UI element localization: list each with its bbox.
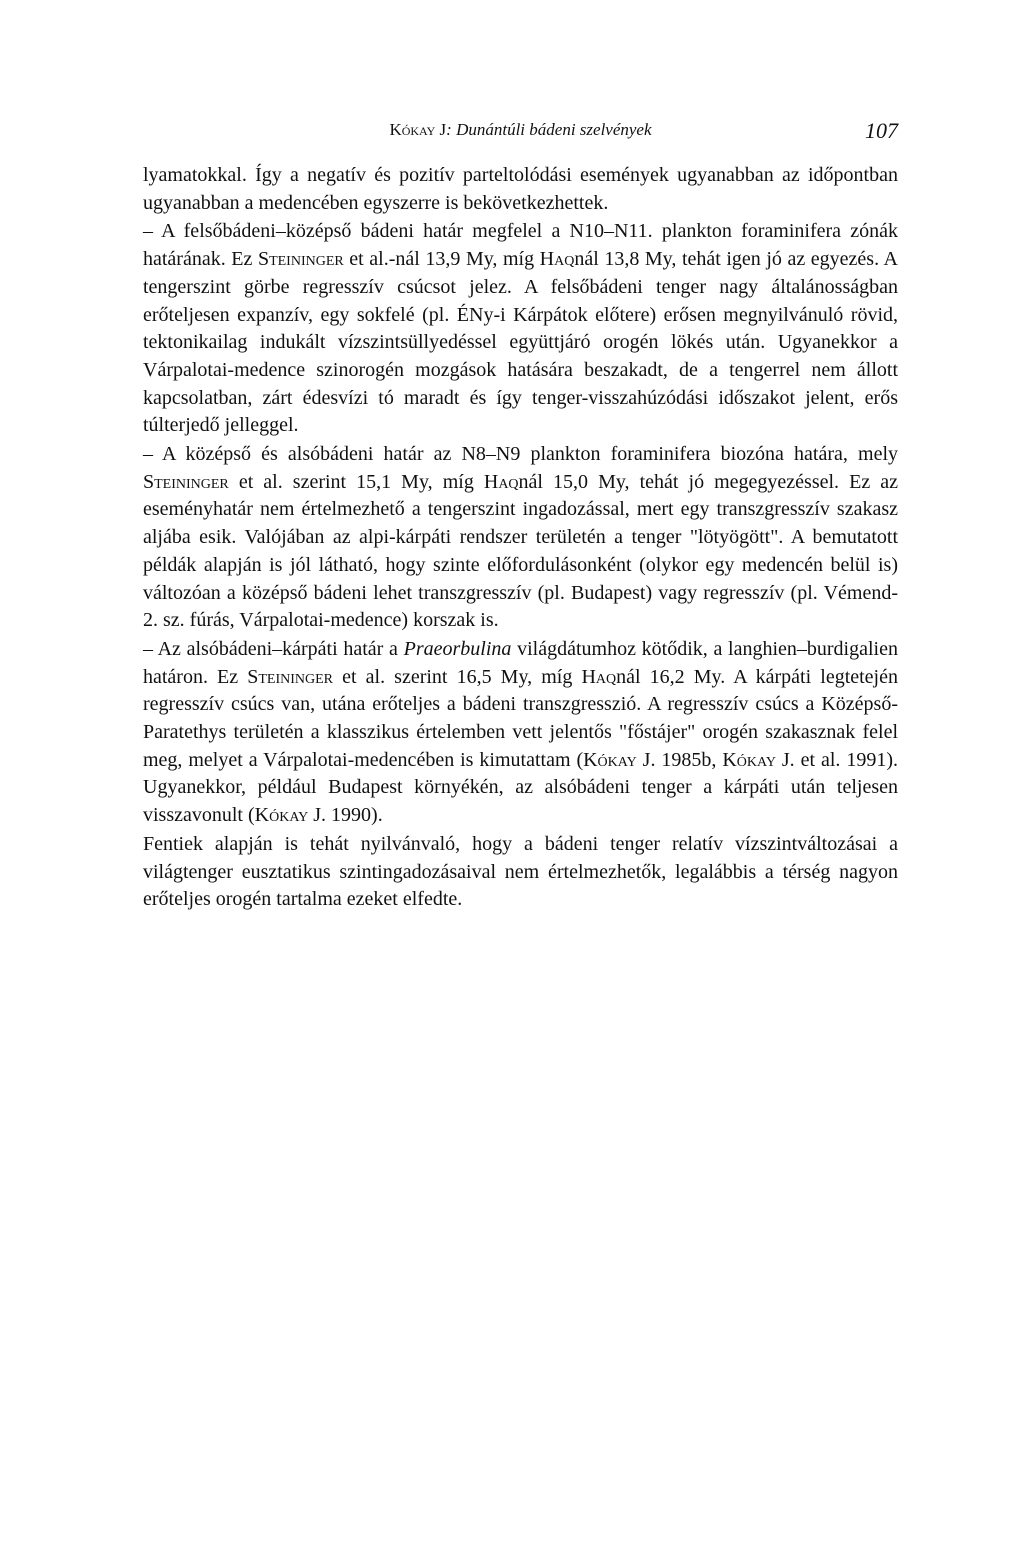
header-title-text: : Dunántúli bádeni szelvények [446,120,652,139]
text-segment: J. 1990). [308,804,383,827]
paragraph-conclusion: Fentiek alapján is tehát nyilvánvaló, hogy a bádeni tenger relatív vízszintváltozásai a világtenger eusztatikus szintingadozásaival nem értelmezhetők, legalábbis a térség nagyon erőteljes orogén tartalma ezeket elfedte. [143,832,898,911]
paragraph-middle-lower-badenian-boundary [143,441,898,635]
reference-author: Kókay [722,748,776,771]
header-author: Kókay J [389,120,447,139]
text-segment: – A középső és alsóbádeni határ az N8–N9 plankton foraminifera biozóna határa, mely [143,443,898,466]
taxon-name: Praeorbulina [403,637,512,660]
author-name: Steininger [247,665,334,688]
text-segment: et al. szerint 16,5 My, míg [333,665,582,688]
page [143,118,898,914]
text-segment: et al.-nál 13,9 My, míg [343,248,540,271]
running-title [143,120,898,140]
text-segment: nál 13,8 My, tehát igen jó az egyezés. A tengerszint görbe regresszív csúcsot jelez. A felsőbádeni tenger nagy általánosságban erőteljesen expanzív, egy sokfelé (pl. ÉNy-i Kárpátok előtere) erősen megnyilvánuló rövid, tektonikailag indukált vízszintsüllyedéssel együttjáró orogén lökés után. Ugyanekkor a Várpalotai-medence szinorogén mozgások hatására beszakadt, de a tengerrel nem állott kapcsolatban, zárt édesvízi tó maradt és így tenger-visszahúzódási időszakot jelent, erős túlterjedő jelleggel. [143,248,898,437]
paragraph-upper-middle-badenian-boundary [143,218,898,440]
author-name: Haq [483,470,519,493]
body-text [143,162,898,914]
author-name: Haq [539,248,575,271]
text-segment: világdátumhoz kötődik, a langhien–burdigalien határon. Ez [143,637,898,688]
text-segment: nál 15,0 My, tehát jó megegyezéssel. Ez az eseményhatár nem értelmezhető a tengerszint ingadozással, mert egy transzgresszív szakasz aljába esik. Valójában az alpi-kárpáti rendszer területén a tenger "lötyögött". A bemutatott példák alapján is jól látható, hogy szinte előfordulásonként (olykor egy medencén belül is) változóan a középső bádeni lehet transzgresszív (pl. Budapest) vagy regresszív (pl. Vémend-2. sz. fúrás, Várpalotai-medence) korszak is. [143,470,898,632]
author-name: Steininger [143,470,229,493]
reference-author: Kókay [583,748,637,771]
text-segment: – A felsőbádeni–középső bádeni határ megfelel a N10–N11. plankton foraminifera zónák határának. Ez [143,220,898,271]
text-segment: J. et al. 1991). Ugyanekkor, például Budapest környékén, az alsóbádeni tenger a kárpáti után teljesen visszavonult ( [143,748,898,827]
text-segment: J. 1985b, [636,748,723,771]
author-name: Steininger [257,248,344,271]
paragraph-continuation: lyamatokkal. Így a negatív és pozitív parteltolódási események ugyanabban az időpontban ugyanabban a medencében egyszerre is bekövetkezhettek. [143,164,898,214]
page-number: 107 [865,118,898,143]
text-segment: et al. szerint 15,1 My, míg [228,470,484,493]
text-segment: – Az alsóbádeni–kárpáti határ a [143,637,404,660]
running-header [143,118,898,148]
text-segment: nál 16,2 My. A kárpáti legtetején regresszív csúcs van, utána erőteljes a bádeni transzgresszió. A regresszív csúcs a Középső-Paratethys területén a klasszikus értelemben vett jelentős "főstájer" orogén szakasznak felel meg, melyet a Várpalotai-medencében is kimutattam ( [143,665,898,771]
paragraph-lower-badenian-karpatian-boundary [143,636,898,830]
author-name: Haq [581,665,617,688]
reference-author: Kókay [254,804,309,827]
